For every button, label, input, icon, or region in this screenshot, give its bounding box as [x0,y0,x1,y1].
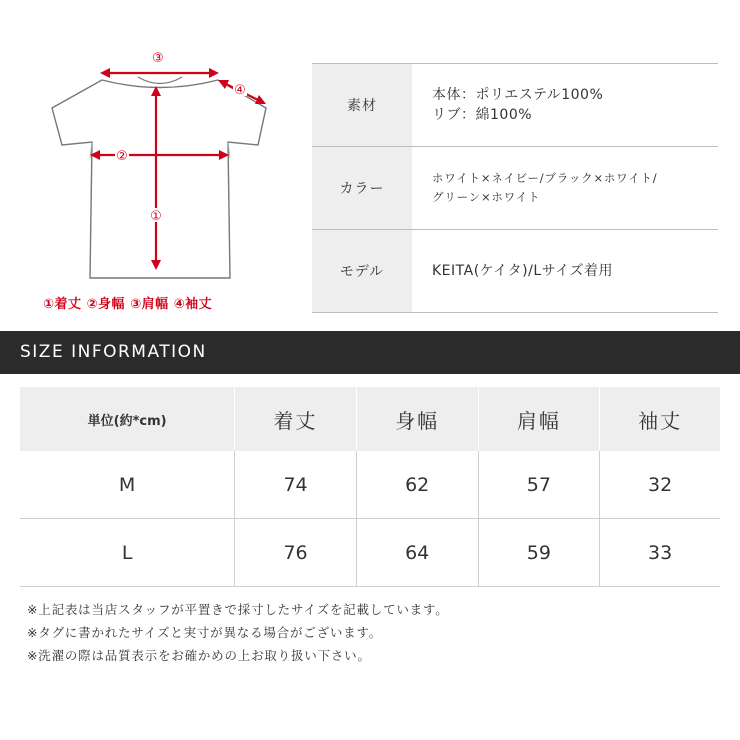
table-row [20,519,720,587]
column-header-shoulder-width: 肩幅 [478,387,600,451]
note-line: ※洗濯の際は品質表示をお確かめの上お取り扱い下さい。 [27,648,371,663]
label-shoulder: ③ [152,51,164,66]
arrow-length [151,86,161,270]
column-header-length: 着丈 [235,387,357,451]
table-cell: 32 [600,451,720,519]
note-line: ※上記表は当店スタッフが平置きで採寸したサイズを記載しています。 [27,602,449,617]
table-cell: 33 [600,519,720,587]
spec-row-material [312,63,718,146]
measurement-diagram [20,40,300,320]
table-row [20,451,720,519]
spec-label: モデル [312,230,412,312]
arrow-shoulder-width [100,68,219,78]
table-cell: 59 [478,519,600,587]
notes [27,598,449,667]
spec-line: ホワイト×ネイビー/ブラック×ホワイト/ [432,171,658,185]
spec-value [412,147,718,229]
column-header-sleeve-length: 袖丈 [600,387,720,451]
section-title: SIZE INFORMATION [20,342,207,362]
measurement-legend: ①着丈 ②身幅 ③肩幅 ④袖丈 [43,297,213,312]
table-cell: 62 [356,451,478,519]
note-line: ※タグに書かれたサイズと実寸が異なる場合がございます。 [27,625,383,640]
spec-label: 素材 [312,64,412,146]
table-header-row [20,387,720,451]
label-sleeve: ④ [234,83,246,98]
label-length: ① [150,209,162,224]
spec-line: グリーン×ホワイト [432,190,541,204]
table-cell: 57 [478,451,600,519]
spec-table [312,63,718,313]
size-table [20,387,720,587]
spec-value [412,64,718,146]
spec-value [412,230,718,312]
spec-line: 本体：ポリエステル100% [432,87,604,103]
column-header-body-width: 身幅 [356,387,478,451]
label-body: ② [116,149,128,164]
column-header-unit: 単位(約*cm) [20,387,235,451]
size-information-header [0,331,740,374]
table-cell: 74 [235,451,357,519]
spec-label: カラー [312,147,412,229]
table-cell: 64 [356,519,478,587]
size-label: L [121,541,133,564]
spec-line: リブ：綿100% [432,107,533,123]
tshirt-outline-icon [20,40,300,290]
spec-line: KEITA(ケイタ)/Lサイズ着用 [432,263,614,279]
spec-row-model [312,229,718,313]
arrow-body-width [90,150,229,160]
table-cell: 76 [235,519,357,587]
spec-row-color [312,146,718,229]
size-label: M [118,473,136,496]
